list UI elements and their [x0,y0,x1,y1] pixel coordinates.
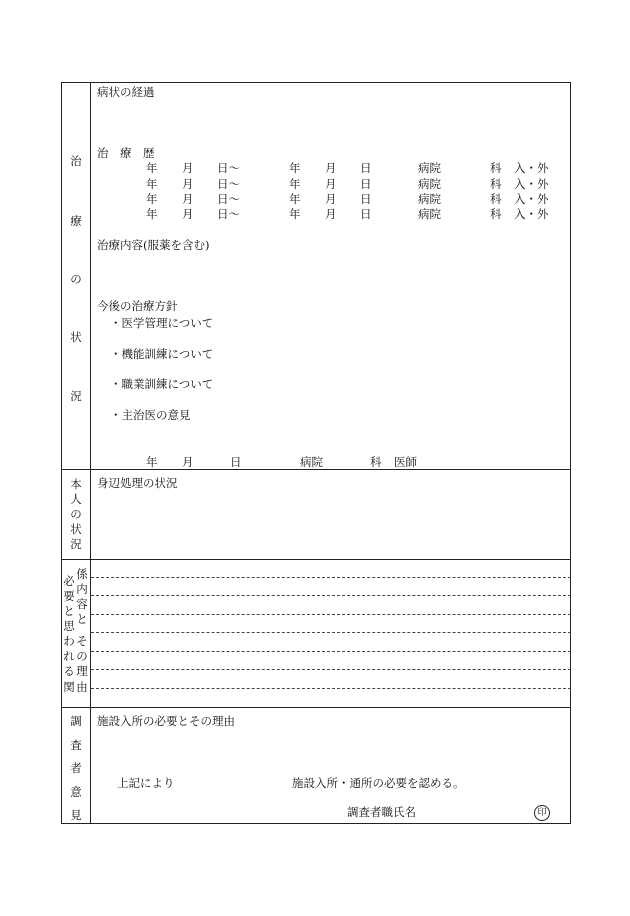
investigator-side-label-2: 査 [70,738,82,752]
history-end-day: 日 [360,207,372,221]
history-end-day: 日 [360,192,372,206]
footer-month: 月 [182,455,194,469]
history-end-day: 日 [360,177,372,191]
history-start-year: 年 [146,161,158,175]
seal-mark: 印 [534,805,550,821]
footer-doctor: 医師 [394,455,417,469]
content-title: 治療内容(服薬を含む) [97,238,210,252]
reasons-label-col1-2: 要 [63,589,75,603]
history-end-month: 月 [325,192,337,206]
history-start-year: 年 [146,177,158,191]
treatment-side-label-3: の [70,272,82,286]
section-divider [62,469,570,470]
investigator-above-text: 上記により [117,776,175,790]
self-care-side-label-2: 人 [70,492,82,506]
history-start-month: 月 [182,161,194,175]
footer-day: 日 [230,455,242,469]
history-start-month: 月 [182,177,194,191]
reasons-label-col2-3: 容 [76,597,88,611]
history-start-month: 月 [182,207,194,221]
section-divider [62,559,570,560]
treatment-side-label-5: 況 [70,389,82,403]
history-hospital: 病院 [418,192,441,206]
dashed-entry-line [91,632,571,633]
self-care-side-label-4: 状 [70,522,82,536]
history-hospital: 病院 [418,177,441,191]
investigator-side-label-5: 見 [70,808,82,822]
history-end-year: 年 [289,177,301,191]
history-dept: 科 [490,161,502,175]
history-end-year: 年 [289,207,301,221]
history-hospital: 病院 [418,161,441,175]
history-start-year: 年 [146,207,158,221]
history-hospital: 病院 [418,207,441,221]
footer-hospital: 病院 [300,455,323,469]
dashed-entry-line [91,688,571,689]
treatment-side-label-4: 状 [70,330,82,344]
reasons-label-col1-7: る [63,664,75,678]
investigator-side-label-1: 調 [70,714,82,728]
progress-title: 病状の経過 [97,85,155,99]
dashed-entry-line [91,669,571,670]
history-end-year: 年 [289,192,301,206]
reasons-label-col2-7: 理 [76,664,88,678]
history-title: 治 療 歴 [97,146,155,160]
reasons-label-col1-1: 必 [63,574,75,588]
policy-item-vocational: ・職業訓練について [110,377,214,391]
policy-item-medical: ・医学管理について [110,316,214,330]
reasons-label-col2-4: と [76,612,88,626]
reasons-label-col1-8: 関 [63,680,75,694]
history-dept: 科 [490,207,502,221]
history-start-day: 日〜 [217,207,240,221]
assessment-form [61,82,571,824]
treatment-side-label-1: 治 [70,154,82,168]
history-start-day: 日〜 [217,161,240,175]
self-care-side-label-1: 本 [70,477,82,491]
history-start-day: 日〜 [217,177,240,191]
history-end-day: 日 [360,161,372,175]
investigator-approve-text: 施設入所・通所の必要を認める。 [292,776,465,790]
history-start-day: 日〜 [217,192,240,206]
history-inout: 入・外 [514,192,549,206]
reasons-label-col1-4: 思 [63,619,75,633]
investigator-side-label-4: 意 [70,785,82,799]
reasons-label-col2-6: の [76,649,88,663]
dashed-entry-line [91,595,571,596]
reasons-label-col2-8: 由 [76,680,88,694]
self-care-side-label-5: 況 [70,537,82,551]
self-care-side-label-3: の [70,507,82,521]
history-inout: 入・外 [514,207,549,221]
footer-dept: 科 [370,455,382,469]
history-end-month: 月 [325,161,337,175]
history-start-year: 年 [146,192,158,206]
reasons-label-col1-3: と [63,604,75,618]
reasons-label-col2-5: そ [76,634,88,648]
investigator-title: 施設入所の必要とその理由 [97,714,235,728]
history-end-month: 月 [325,207,337,221]
history-end-month: 月 [325,177,337,191]
dashed-entry-line [91,614,571,615]
history-inout: 入・外 [514,161,549,175]
footer-year: 年 [146,455,158,469]
investigator-side-label-3: 者 [70,761,82,775]
policy-title: 今後の治療方針 [97,299,178,313]
dashed-entry-line [91,651,571,652]
policy-item-function: ・機能訓練について [110,347,214,361]
reasons-label-col1-6: れ [63,649,75,663]
treatment-side-label-2: 療 [70,214,82,228]
section-divider [62,707,570,708]
reasons-label-col2-1: 係 [76,567,88,581]
history-dept: 科 [490,192,502,206]
investigator-name-label: 調査者職氏名 [347,805,416,819]
self-care-title: 身辺処理の状況 [97,476,178,490]
reasons-label-col2-2: 内 [76,582,88,596]
history-start-month: 月 [182,192,194,206]
policy-item-doctor-opinion: ・主治医の意見 [110,408,191,422]
history-inout: 入・外 [514,177,549,191]
history-end-year: 年 [289,161,301,175]
history-dept: 科 [490,177,502,191]
dashed-entry-line [91,577,571,578]
reasons-label-col1-5: わ [63,634,75,648]
label-column-divider [90,83,91,823]
